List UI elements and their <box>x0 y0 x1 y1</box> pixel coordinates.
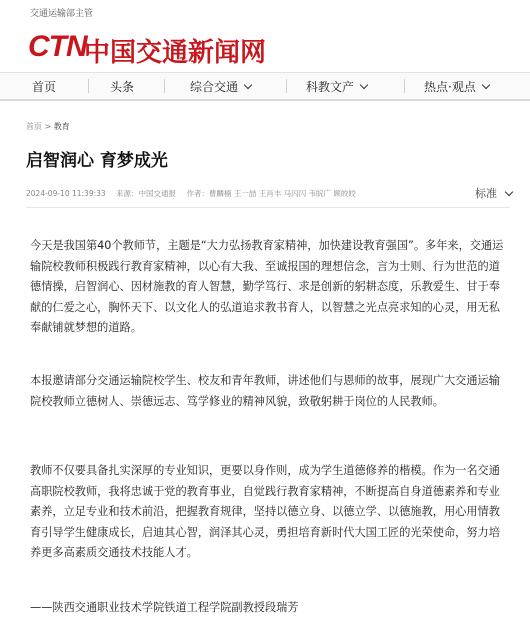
nav-divider <box>164 79 165 93</box>
article-meta <box>26 188 356 199</box>
article-paragraph: 本报邀请部分交通运输院校学生、校友和青年教师，讲述他们与恩师的故事，展现广大交通运输院校教师立德树人、崇德远志、笃学修业的精神风貌，致敬躬耕于岗位的人民教师。 <box>30 374 500 408</box>
nav-label: 首页 <box>32 80 57 94</box>
nav-divider <box>286 79 287 93</box>
main-nav <box>0 72 530 101</box>
nav-label: 综合交通 <box>190 80 239 94</box>
supervisor-text: 交通运输部主管 <box>30 9 94 19</box>
font-size-label: 标准 <box>475 187 497 200</box>
chevron-down-icon <box>505 187 513 195</box>
site-logo[interactable] <box>0 28 530 76</box>
nav-divider <box>404 79 405 93</box>
nav-item-headlines[interactable] <box>110 78 134 95</box>
breadcrumb <box>26 121 70 132</box>
article-attribution: ——陕西交通职业技术学院铁道工程学院副教授段瑞芳 <box>30 601 299 614</box>
nav-item-hot-views[interactable] <box>424 78 489 95</box>
breadcrumb-separator: > <box>44 122 52 131</box>
chevron-down-icon <box>360 80 368 88</box>
article-source: 来源：中国交通报 <box>116 189 177 198</box>
nav-label: 头条 <box>110 80 135 94</box>
article-authors: 作者：曹麟楠 王一喆 王肖丰 马闪闪 韦皖广 顾皎皎 <box>186 189 356 198</box>
logo-latin: CTN <box>28 30 87 63</box>
nav-divider <box>88 79 89 93</box>
font-size-select[interactable] <box>475 185 512 201</box>
breadcrumb-current[interactable]: 教育 <box>53 122 70 131</box>
nav-item-home[interactable] <box>32 78 56 95</box>
chevron-down-icon <box>244 80 252 88</box>
article-paragraph: 教师不仅要具备扎实深厚的专业知识，更要以身作则，成为学生道德修养的楷模。作为一名交通高职院校教师，我将忠诚于党的教育事业，自觉践行教育家精神，不断提高自身道德素养和专业素养，立足专业和技术前沿，把握教育规律，坚持以德立身、以德立学、以德施教，用心用情教育引导学生健康成长，启迪其心智，润泽其心灵，勇担培育新时代大国工匠的光荣使命，努力培养更多高素质交通技术技能人才。 <box>30 464 500 560</box>
logo-chinese: 中国交通新闻网 <box>84 38 267 68</box>
meta-divider <box>26 207 510 208</box>
chevron-down-icon <box>482 80 490 88</box>
nav-item-transport[interactable] <box>190 78 251 95</box>
breadcrumb-home[interactable]: 首页 <box>26 122 42 131</box>
article-datetime: 2024-09-10 11:39:33 <box>26 189 106 198</box>
nav-label: 科教文产 <box>306 80 355 94</box>
nav-item-science-culture[interactable] <box>306 78 367 95</box>
nav-label: 热点·观点 <box>424 80 476 94</box>
article-title: 启智润心 育梦成光 <box>26 151 168 171</box>
article-paragraph: 今天是我国第40个教师节，主题是“大力弘扬教育家精神，加快建设教育强国”。多年来，交通运输院校教师积极践行教育家精神，以心有大我、至诚报国的理想信念，言为士则、行为世范的道德情操，启智润心、因材施教的育人智慧，勤学笃行、求是创新的躬耕态度，乐教爱生、甘于奉献的仁爱之心，胸怀天下、以文化人的弘道追求教书育人，以智慧之光点亮求知的心灵，用无私奉献铺就梦想的道路。 <box>30 239 504 335</box>
